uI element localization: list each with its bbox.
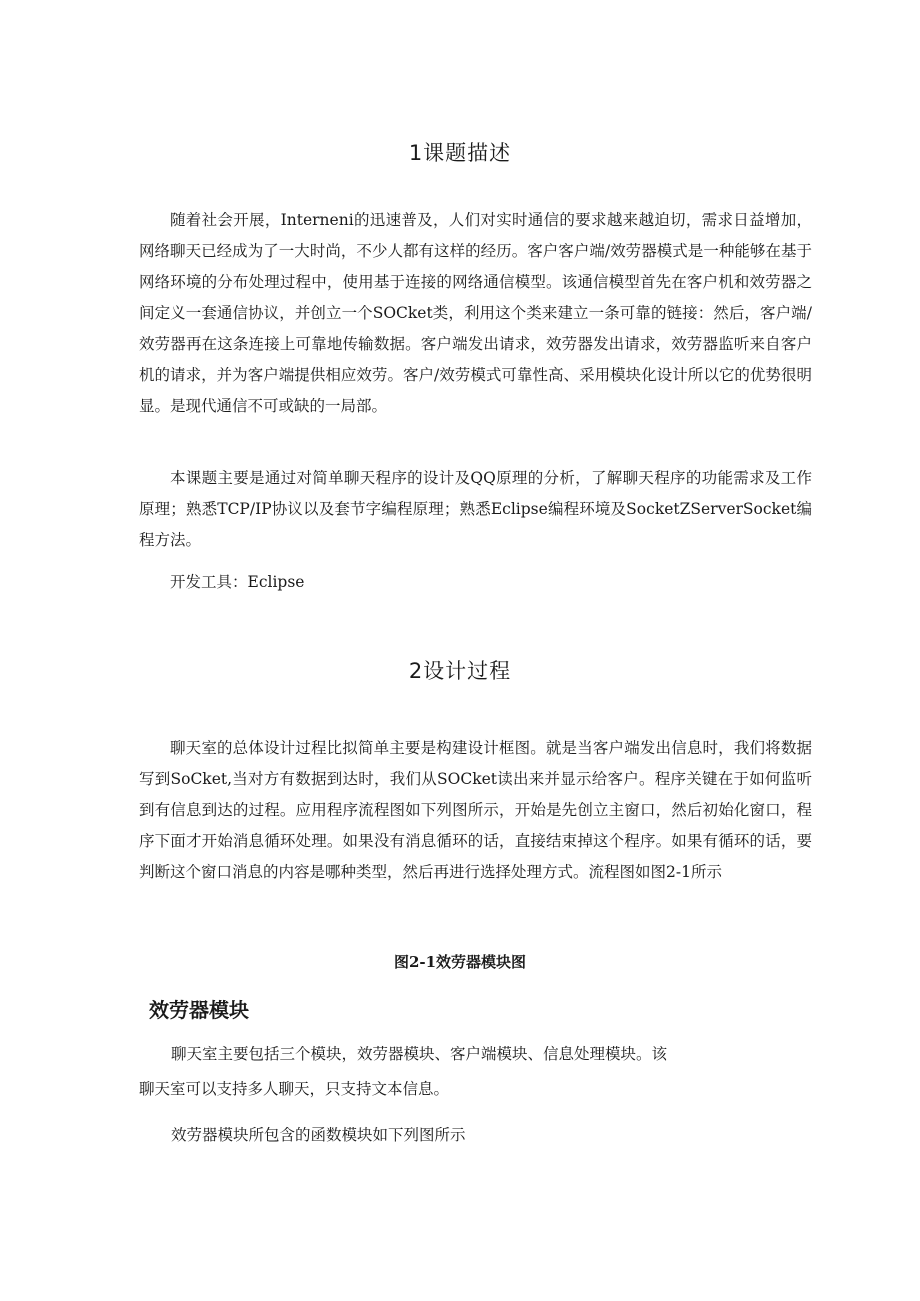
module-description-line-2: 聊天室可以支持多人聊天，只支持文本信息。 (139, 1080, 450, 1098)
section-1-paragraph-1: 随着社会开展，Interneni的迅速普及，人们对实时通信的要求越来越迫切，需求日益增加，网络聊天已经成为了一大时尚，不少人都有这样的经历。客户客户端/效劳器模式是一种能够在基于网络环境的分布处理过程中，使用基于连接的网络通信模型。该通信模型首先在客户机和效劳器之间定义一套通信协议，并创立一个SOCket类，利用这个类来建立一条可靠的链接：然后，客户端/效劳器再在这条连接上可靠地传输数据。客户端发出请求，效劳器发出请求，效劳器监听来自客户机的请求，并为客户端提供相应效劳。客户/效劳模式可靠性高、采用模块化设计所以它的优势很明显。是现代通信不可或缺的一局部。 (139, 211, 812, 415)
function-modules-line: 效劳器模块所包含的函数模块如下列图所示 (171, 1126, 466, 1144)
section-2-paragraph-1: 聊天室的总体设计过程比拟简单主要是构建设计框图。就是当客户端发出信息时，我们将数据写到SoCket,当对方有数据到达时，我们从SOCket读出来并显示给客户。程序关键在于如何监听到有信息到达的过程。应用程序流程图如下列图所示，开始是先创立主窗口，然后初始化窗口，程序下面才开始消息循环处理。如果没有消息循环的话，直接结束掉这个程序。如果有循环的话，要判断这个窗口消息的内容是哪种类型，然后再进行选择处理方式。流程图如图2-1所示 (139, 739, 812, 881)
development-tool-line: 开发工具：Eclipse (170, 573, 305, 591)
module-description-line-1: 聊天室主要包括三个模块，效劳器模块、客户端模块、信息处理模块。该 (171, 1045, 668, 1063)
figure-caption: 图2-1效劳器模块图 (393, 953, 527, 971)
section-1-paragraph-2: 本课题主要是通过对简单聊天程序的设计及QQ原理的分析，了解聊天程序的功能需求及工作原理；熟悉TCP/IP协议以及套节字编程原理；熟悉Eclipse编程环境及SocketZServerSocket编程方法。 (139, 469, 812, 549)
server-module-subheading: 效劳器模块 (149, 998, 249, 1022)
section-1-heading: 1课题描述 (408, 141, 512, 165)
section-2-heading: 2设计过程 (408, 659, 512, 683)
